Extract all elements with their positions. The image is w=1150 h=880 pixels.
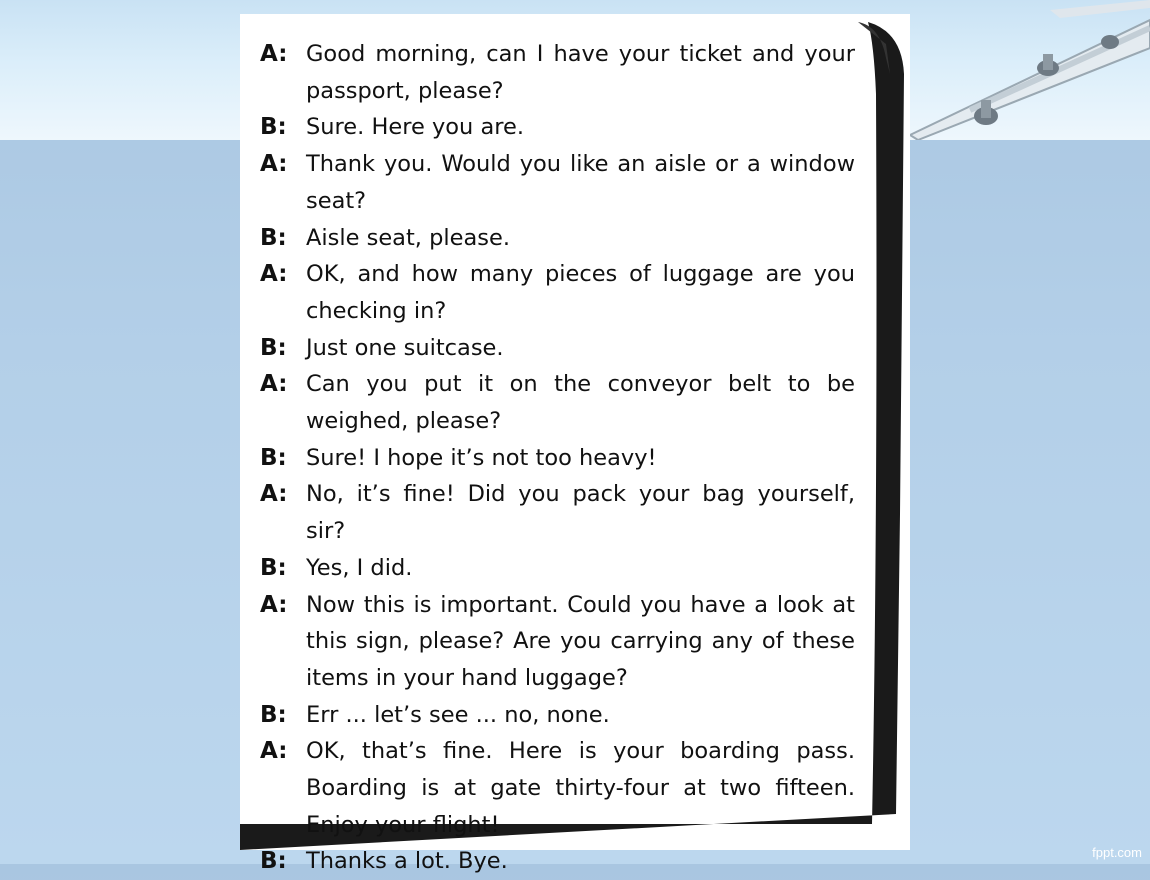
- dialogue-line: [260, 843, 855, 880]
- dialogue-line: [260, 220, 855, 257]
- line-text: Can you put it on the conveyor belt to be weighed, please?: [306, 371, 855, 435]
- dialogue-line: [260, 440, 855, 477]
- dialogue-line: [260, 330, 855, 367]
- line-text: Err ... let’s see ... no, none.: [306, 701, 610, 728]
- dialogue-line: [260, 366, 855, 439]
- line-text: Yes, I did.: [306, 554, 413, 581]
- dialogue-line: [260, 476, 855, 549]
- footer-credit: fppt.com: [1092, 845, 1142, 860]
- speaker-label: B:: [260, 444, 287, 471]
- dialogue-line: [260, 36, 855, 109]
- speaker-label: B:: [260, 334, 287, 361]
- dialogue-line: [260, 587, 855, 697]
- dialogue-list: [260, 36, 855, 880]
- line-text: Thank you. Would you like an aisle or a window seat?: [306, 151, 855, 214]
- line-text: OK, and how many pieces of luggage are you checking in?: [306, 261, 855, 324]
- speaker-label: A:: [260, 41, 288, 67]
- speaker-label: B:: [260, 554, 287, 581]
- dialogue-line: [260, 256, 855, 329]
- speaker-label: B:: [260, 848, 287, 875]
- line-text: Now this is important. Could you have a look at this sign, please? Are you carrying any of these items in your hand luggage?: [306, 591, 855, 691]
- line-text: Just one suitcase.: [306, 334, 504, 361]
- line-text: Sure. Here you are.: [306, 114, 524, 141]
- line-text: Aisle seat, please.: [306, 224, 510, 251]
- speaker-label: A:: [260, 481, 288, 508]
- dialogue-sheet: [240, 14, 910, 875]
- dialogue-line: [260, 146, 855, 219]
- dialogue-line: [260, 697, 855, 734]
- speaker-label: A:: [260, 738, 288, 765]
- line-text: Thanks a lot. Bye.: [306, 848, 508, 875]
- speaker-label: B:: [260, 114, 287, 141]
- speaker-label: A:: [260, 261, 288, 288]
- speaker-label: A:: [260, 151, 288, 178]
- dialogue-line: [260, 550, 855, 587]
- dialogue-line: [260, 733, 855, 843]
- line-text: Good morning, can I have your ticket and your passport, please?: [306, 41, 855, 104]
- airplane-wing-image: [900, 0, 1150, 140]
- speaker-label: B:: [260, 701, 287, 728]
- dialogue-line: [260, 109, 855, 146]
- line-text: OK, that’s fine. Here is your boarding pass. Boarding is at gate thirty-four at two fifteen. Enjoy your flight!: [306, 738, 855, 838]
- speaker-label: B:: [260, 224, 287, 251]
- speaker-label: A:: [260, 591, 288, 618]
- line-text: Sure! I hope it’s not too heavy!: [306, 444, 657, 471]
- speaker-label: A:: [260, 371, 288, 398]
- line-text: No, it’s fine! Did you pack your bag yourself, sir?: [306, 481, 855, 545]
